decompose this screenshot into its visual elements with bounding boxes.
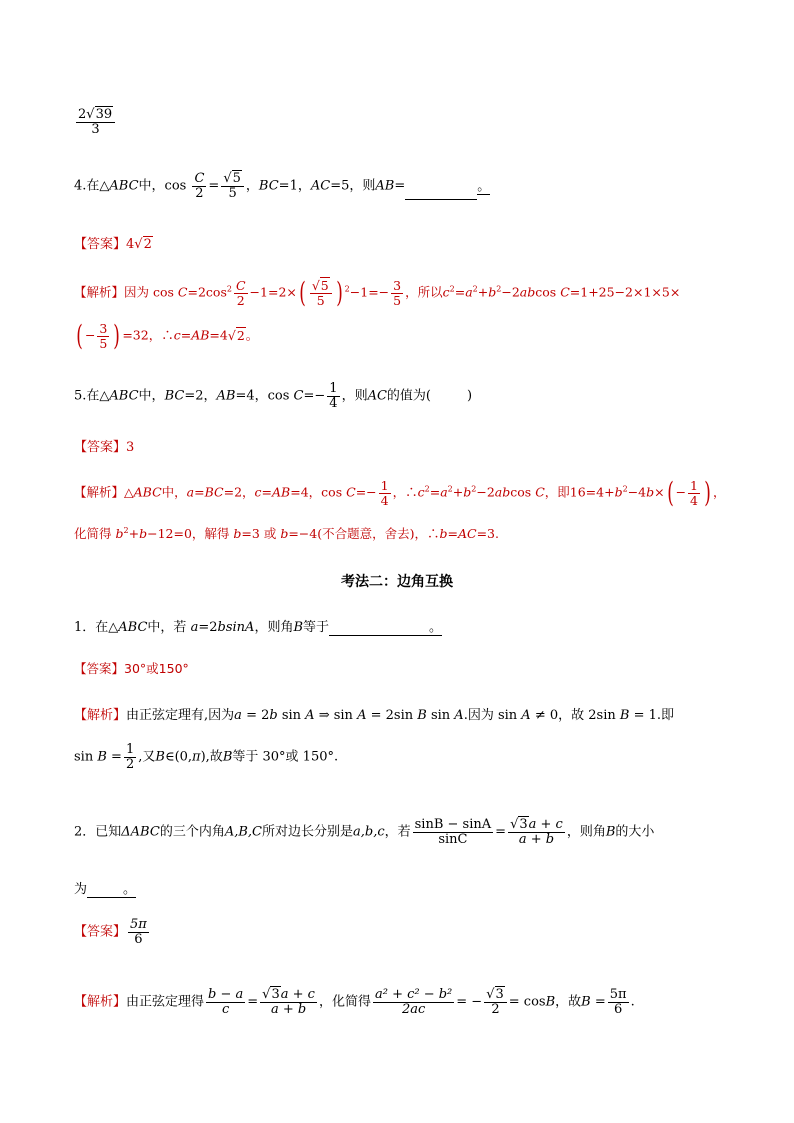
sol-var: C [535,484,545,500]
q4-ac: AC [310,178,331,194]
sol-text: 化简得 [74,526,112,541]
sol-var: b [233,526,242,541]
sol-text: = [454,284,466,300]
s2-answer-blank[interactable] [87,883,123,898]
sol-text: ∈ [164,749,175,765]
sol-var: B [222,749,233,765]
sol-frac-num: 5π [609,987,627,1002]
answer-radicand: 2 [143,237,152,252]
q4-c-num: C [194,171,205,186]
q4-text: ， [245,178,259,194]
sol-text: (0, [174,749,193,765]
sol-text: =2， [223,484,255,500]
sol-text: ，化简得 [318,994,371,1010]
q4-text: =5，则 [330,178,376,194]
sol-var: c [442,284,450,300]
solution-label: 【解析】 [74,484,125,500]
q5-var: AB [216,388,236,404]
sol-text: ⇒ sin [318,708,353,723]
sol-frac-num: a² + c² − b² [374,987,453,1002]
section2-answer-2 [74,918,151,946]
sol-text: .因为 sin [463,708,518,723]
q4-rad: 5 [232,171,241,186]
q-text: 。 [429,620,443,635]
section2-question-1 [74,616,442,636]
q-text: 1．在△ [74,620,119,635]
q-var: B [293,620,304,635]
q5-text: =2， [184,388,217,404]
sol-text: =3 或 [241,526,277,541]
sol-text: + [477,284,489,300]
q-text: ，则角 [254,620,294,635]
sol-var: A [305,708,315,723]
sol-text: + [452,484,464,500]
sol-frac-den: 5 [393,292,402,308]
sol-text: cos [510,484,532,500]
q-frac-den: sinC [438,831,468,847]
sol-var: B [97,749,107,765]
sol-text: ，∴ [392,484,418,500]
q-var: a,b,c [353,824,385,840]
answer-num: 5π [130,917,147,932]
sol-text: =−4(不合题意，舍去)，∴ [288,526,440,541]
sol-text: = cos [508,994,546,1010]
answer-value: 30°或150° [124,661,189,676]
sol-text: −1=− [349,284,390,300]
sol-frac-den: 2 [236,292,245,308]
prev-answer-coef: 2 [78,107,87,122]
sol-text: = 1 [633,708,657,723]
sol-sup: 2 [471,484,477,494]
sol-frac-den: a + b [270,1001,307,1017]
sol-text: ，所以 [405,284,443,300]
sol-text: = [111,749,122,765]
q-var: a [190,620,199,635]
q-var: ΔABC [121,824,160,840]
sol-text: = 2 [246,708,270,723]
q-text: ，则角 [566,824,606,840]
q4-text: 中，cos [138,178,187,194]
sol-frac-num: 3 [393,278,402,294]
answer-label: 【答案】 [74,440,127,455]
sol-rad: 3 [271,987,280,1002]
prev-answer-radicand: 39 [95,107,113,122]
q-var: B [605,824,616,840]
open-paren: ( [299,276,306,309]
sol-frac-den: c [222,1001,230,1017]
q-text: ，若 [384,824,411,840]
sol-text: 因为 cos [124,284,174,300]
section2-solution-1-line-2 [74,743,338,771]
q-frac-num: a + c [528,817,563,832]
q-text: =2 [198,620,218,635]
q5-var: BC [164,388,185,404]
previous-answer: $\frac{2√39}{3}$ [74,108,117,136]
sol-frac-num: 3 [99,321,108,337]
sol-frac-den: 2 [491,1001,500,1017]
sol-frac-den: 4 [380,492,389,508]
sol-var: AC [457,526,477,541]
q-var: A,B,C [224,824,262,840]
q5-text: =− [303,388,326,404]
sol-var: b [115,526,124,541]
answer-4: 【答案】4√2 [74,237,152,252]
sol-var: a [440,484,448,500]
sol-text: =1+25−2×1×5× [569,284,681,300]
sol-text: =3. [476,526,499,541]
sol-text: 等于 30°或 150°. [232,749,339,765]
answer-den: 6 [134,931,143,947]
sol-text: =2cos [187,284,227,300]
sol-frac-num: C [235,278,246,294]
answer-5 [74,436,134,455]
sol-text: = − [456,994,483,1010]
sol-text: ≠ 0，故 2sin [534,708,616,723]
sol-rad: 2 [236,327,245,343]
sol-var: A [357,708,367,723]
solution-5-line-1: 【解析】△ABC中，a=BC=2，c=AB=4，cos C=− $\frac{1}{4}$ ，$\therefore c^2=a^2+b^2-2abcos$ C，即$16=4+b^2-4b\times$( − $\frac{1}{4}$ ) ， [74,476,726,509]
section2-solution-1-line-1 [74,704,674,723]
answer-label: 【答案】 [74,661,125,676]
sol-frac-num: b − a [208,987,244,1002]
sol-sup: 2 [226,284,232,294]
sol-text: 中， [161,484,187,500]
sol-frac-den: 6 [614,1001,623,1017]
sol-text: 。 [245,327,259,343]
solution-label: 【解析】 [74,284,125,300]
sol-frac-num: a + c [280,987,315,1002]
sol-var: B [155,749,165,765]
q-text: = [495,824,507,840]
solution-label: 【解析】 [74,708,127,723]
question-5 [74,382,472,410]
answer-value: 3 [126,440,135,455]
q5-text: ，则 [341,388,368,404]
sol-var: BC [204,484,224,500]
sol-var: c [417,484,425,500]
answer-label: 【答案】 [74,237,127,252]
sol-text: −2 [501,284,520,300]
question-4: 4.在△ABC中，cos $\frac{C}{2}$ = $\frac{√5}{5}$ ，BC=1，AC=5，则AB= 。 [74,171,491,201]
q5-var: C [293,388,304,404]
sol-sup: 2 [424,484,430,494]
sol-var: a [465,284,473,300]
sol-var: c [254,484,262,500]
q4-eq: = [208,178,220,194]
sol-frac-den: 4 [690,492,698,508]
sol-text: 由正弦定理有,因为 [126,708,235,723]
answer-value: 4 [126,237,135,252]
q4-text: = [394,178,406,194]
sol-frac-den: 2 [125,756,135,772]
q-text: 的三个内角 [159,824,225,840]
section2-answer-1 [74,659,189,677]
sol-text: −1=2× [249,284,297,300]
q-text: 所对边长分别是 [261,824,353,840]
sol-text: = [247,994,259,1010]
section2-question-2-line-2 [74,878,136,898]
s1-answer-blank[interactable] [329,621,429,636]
q-text: 中，若 [147,620,187,635]
q-text: 的大小 [615,824,655,840]
solution-4-line-1: 【解析】因为 $\cos C=2\cos^2$ $\frac{C}{2}$ −1=2×( $\frac{√5}{5}$ ) $^2$−1=− $\frac{3}{5}$ ，所以$c^2=a^2+b^2-2abcos$ C=1+25−2×1×5× [74,276,681,309]
q4-text: 。 [477,178,491,194]
q4-text: 4.在△ [74,178,110,194]
sol-var: B [619,708,630,723]
sol-sup: 2 [344,284,350,294]
sol-var: C [560,284,570,300]
sol-text: cos [535,284,557,300]
sol-text: −12=0，解得 [147,526,230,541]
sol-var: C [346,484,356,500]
sol-text: △ [124,484,134,500]
q4-ab: AB [375,178,395,194]
q5-text: 5.在△ [74,388,110,404]
sol-text: =4，cos [290,484,343,500]
q5-var: ABC [109,388,139,404]
q-text: 。 [123,882,137,897]
sol-text: + [128,526,140,541]
close-paren: ) [335,276,343,309]
sol-text: −2 [476,484,495,500]
sol-text: .即 [656,708,675,723]
q5-text: 的值为( [386,388,431,404]
sol-var: a [186,484,195,500]
q5-text: ) [467,388,473,404]
q4-bc: BC [258,178,279,194]
sol-text: =32，∴ [122,327,174,343]
sol-var: b [280,526,289,541]
sol-frac-num: 1 [380,478,389,494]
sol-sup: 2 [622,484,628,494]
sol-sup: 2 [447,484,453,494]
sol-var: C [177,284,188,300]
solution-5-line-2 [74,524,499,542]
sol-var: ABC [133,484,162,500]
sol-var: b [139,526,148,541]
sol-var: B [581,994,591,1010]
q5-text: 中， [138,388,165,404]
solution-4-line-2: ( − $\frac{3}{5}$ ) =32，∴c=AB=4√2。 [76,319,259,352]
q5-var: AC [367,388,387,404]
sol-var: a [234,708,242,723]
sol-var: b [488,284,497,300]
sol-frac-num: 1 [125,742,135,757]
sol-frac-den: 2ac [401,1001,426,1017]
sol-var: b [463,484,472,500]
sol-text: ，故 [555,994,582,1010]
q5-text: =4，cos [235,388,290,404]
q4-c-den: 2 [195,185,204,201]
q-rad: 3 [519,817,528,832]
sol-var: AB [272,484,291,500]
sol-var: B [545,994,556,1010]
q-text: 为 [74,882,88,897]
sol-var: ab [494,484,511,500]
q-var: ABC [118,620,148,635]
sol-text: ,又 [138,749,156,765]
sol-var: A [521,708,531,723]
sol-text: − [675,484,687,500]
sol-var: AB [191,327,210,343]
sol-text: −4 [627,484,647,500]
sol-var: b [269,708,278,723]
sol-text: sin [74,749,94,765]
q-text: 2．已知 [74,824,122,840]
sol-var: b [646,484,655,500]
sol-text: sin [430,708,451,723]
sol-var: B [417,708,427,723]
sol-var: c [173,327,181,343]
q4-answer-blank[interactable] [405,185,477,200]
sol-text: sin [281,708,302,723]
sol-rad: 5 [320,278,329,294]
sol-text: ) [200,749,206,765]
section2-question-2-line-1: 2．已知ΔABC的三个内角A,B,C所对边长分别是a,b,c，若 $\frac{\sin B - \sin A}{\sin C}$ = $\frac{√3a + c}{a + b}$ ，则角B的大小 [74,817,655,847]
sol-text: ，即16=4+ [544,484,615,500]
sol-text: = [429,484,441,500]
sol-text: × [654,484,665,500]
sol-text: ,故 [205,749,223,765]
section-title: 考法二：边角互换 [341,574,453,590]
q-frac-den: a + b [518,831,555,847]
sol-text: = 2sin [370,708,414,723]
q4-text: =1， [278,178,311,194]
prev-answer-den: 3 [91,121,100,137]
q4-den: 5 [228,185,237,201]
sol-text: 由正弦定理得 [126,994,205,1010]
solution-label: 【解析】 [74,994,127,1010]
sol-var: π [192,749,201,765]
sol-text: = [180,327,192,343]
sol-text: =− [355,484,377,500]
sol-var: ab [519,284,536,300]
sol-var: b [439,526,448,541]
sol-sup: 2 [123,525,129,535]
q5-frac-den: 4 [329,395,338,411]
q-frac-num: sinB − sinA [414,817,492,832]
section2-solution-2: 【解析】由正弦定理得 $\frac{b - a}{c}$ = $\frac{√3a + c}{a + b}$ ，化简得 $\frac{\text{a² + c² − b²}}{2ac}$ = − $\frac{√3}{2}$ = cosB，故B = $\frac{5\pi}{6}$ . [74,987,635,1017]
q5-frac-num: 1 [329,381,338,396]
sol-frac-num: 1 [690,478,698,494]
sol-text: ， [712,484,726,500]
sol-text: =4 [209,327,228,343]
q-text: 等于 [303,620,330,635]
sol-text: = [194,484,205,500]
sol-text: = [447,526,458,541]
sol-rad: 3 [495,987,504,1002]
sol-var: b [614,484,623,500]
sol-var: A [454,708,464,723]
q4-abc: ABC [109,178,139,194]
sol-den: 5 [316,292,325,308]
sol-text: . [630,994,635,1010]
answer-label: 【答案】 [74,924,127,940]
sol-frac-den: 5 [99,335,108,351]
sol-text: = [594,994,606,1010]
q-var: bsinA [217,620,255,635]
sol-text: = [261,484,273,500]
